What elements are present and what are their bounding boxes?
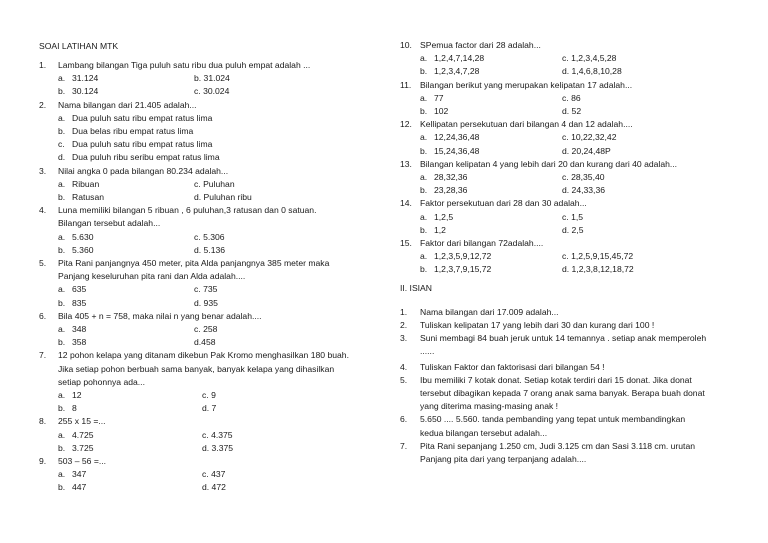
question-number: 5. [39,258,47,268]
question-text [58,99,197,112]
option-letter: b. [58,482,66,493]
question-text-line: Bila 405 + n = 758, maka nilai n yang benar adalah.... [58,310,262,321]
essay-number: 6. [400,414,408,425]
option-letter: a. [420,172,428,182]
question-number: 14. [400,198,412,209]
answer-option: c. 437 [202,469,226,480]
essay-text [420,332,706,358]
question-text [420,79,632,92]
answer-option: c. 9 [202,390,216,400]
answer-option [420,65,479,78]
essay-text-line: Ibu memiliki 7 kotak donat. Setiap kotak terdiri dari 15 donat. Jika donat [420,374,692,385]
answer-option: c. 1,2,3,4,5,28 [562,53,617,64]
option-text: 4.725 [72,429,94,440]
question-text-line: 12 pohon kelapa yang ditanam dikebun Pak Kromo menghasilkan 180 buah. [58,350,349,361]
option-letter: a. [420,92,428,103]
answer-option: d. 5.136 [194,244,226,255]
question-number: 4. [39,205,47,216]
question-text-line: Pita Rani panjangnya 450 meter, pita Alda panjangnya 385 meter maka [58,258,330,268]
question-text [420,39,541,52]
option-letter: a. [420,53,428,64]
answer-option [58,481,86,494]
answer-option [420,263,491,276]
answer-option: d. 20,24,48P [562,145,611,156]
question-text [420,237,543,250]
question-number: 1. [39,60,47,70]
question-number: 2. [39,99,47,110]
option-text: Dua puluh satu ribu empat ratus lima [72,139,213,150]
answer-option [420,105,448,118]
answer-option: c. 30.024 [194,86,230,97]
question-text-line: 255 x 15 =... [58,416,106,427]
answer-option: d. 935 [194,297,218,308]
option-text: Ribuan [72,178,100,189]
option-text: 358 [72,337,87,348]
option-text: 15,24,36,48 [434,145,480,156]
answer-option [58,283,86,296]
option-letter: a. [58,284,66,295]
answer-option: d.458 [194,337,216,348]
essay-text-line: Pita Rani sepanjang 1.250 cm, Judi 3.125 cm dan Sasi 3.118 cm. urutan [420,440,696,451]
option-letter: b. [420,145,428,156]
answer-option [58,244,94,257]
question-number: 8. [39,416,47,427]
question-text-line: Bilangan tersebut adalah... [58,218,161,229]
question-text-line: Nilai angka 0 pada bilangan 80.234 adalah... [58,165,229,176]
option-text: 8 [72,403,77,414]
answer-option: c. 28,35,40 [562,172,605,182]
question-text-line: Bilangan kelipatan 4 yang lebih dari 20 dan kurang dari 40 adalah... [420,158,678,169]
answer-option [58,442,94,455]
option-letter: d. [58,152,66,163]
answer-option [420,131,479,144]
answer-option [58,112,212,125]
option-text: 1,2,3,7,9,15,72 [434,264,492,275]
option-letter: b. [58,86,66,97]
answer-option: c. 1,5 [562,211,584,222]
answer-option [58,231,94,244]
question-number: 7. [39,350,47,361]
option-text: 12 [72,390,82,400]
answer-option: c. 5.306 [194,231,225,242]
essay-text [420,374,705,414]
option-letter: a. [58,231,66,242]
question-number: 6. [39,310,47,321]
essay-text [420,440,695,466]
question-number: 3. [39,165,47,176]
answer-option: c. 1,2,5,9,15,45,72 [562,251,634,262]
option-text: 28,32,36 [434,172,468,182]
answer-option: c. 4.375 [202,429,233,440]
answer-option [420,224,446,237]
question-text-line: Kellipatan persekutuan dari bilangan 4 dan 12 adalah.... [420,119,633,130]
answer-option [58,323,86,336]
answer-option [420,92,444,105]
option-letter: b. [420,264,428,275]
option-letter: a. [420,251,428,262]
option-letter: b. [58,192,66,202]
question-text-line: SPemua factor dari 28 adalah... [420,40,541,50]
question-text [58,310,262,323]
answer-option [58,178,99,191]
answer-option: d. 7 [202,403,217,414]
essay-number: 7. [400,440,408,451]
option-text: Ratusan [72,192,105,202]
question-number: 10. [400,40,412,50]
option-letter: a. [420,132,428,143]
option-text: Dua puluh satu ribu empat ratus lima [72,112,213,123]
option-letter: b. [58,297,66,308]
essay-text-line: 5.650 .... 5.560. tanda pembanding yang tepat untuk membandingkan [420,414,686,425]
essay-number: 4. [400,361,408,372]
option-letter: a. [58,178,66,189]
question-text [420,158,677,171]
answer-option: b. 31.024 [194,73,230,84]
question-text [58,204,316,230]
option-text: 1,2,4,7,14,28 [434,53,485,64]
option-letter: b. [420,66,428,77]
answer-option [58,138,212,151]
answer-option: d. 472 [202,482,226,493]
option-letter: b. [58,126,66,136]
option-letter: a. [58,324,66,334]
section-heading-isian: II. ISIAN [400,282,432,293]
question-text-line: Nama bilangan dari 21.405 adalah... [58,99,197,110]
answer-option [58,429,94,442]
answer-option [58,402,77,415]
option-text: 447 [72,482,87,493]
essay-text-line: yang diterima masing-masing anak ! [420,401,559,412]
essay-text-line: Suni membagi 84 buah jeruk untuk 14 temannya . setiap anak memperoleh [420,333,707,344]
question-text-line: setiap pohonnya ada... [58,376,145,387]
answer-option: c. 258 [194,324,218,334]
question-text [58,59,310,72]
option-letter: a. [58,112,66,123]
question-number: 13. [400,158,412,169]
option-text: 1,2,5 [434,211,454,222]
answer-option [420,145,479,158]
answer-option [58,336,86,349]
answer-option [58,468,86,481]
answer-option [58,72,98,85]
option-letter: b. [420,185,428,196]
essay-number: 5. [400,374,408,385]
essay-text-line: Panjang pita dari yang terpanjang adalah.... [420,454,587,464]
option-letter: a. [58,73,66,84]
essay-text-line: kedua bilangan tersebut adalah... [420,427,548,438]
question-text [58,415,106,428]
answer-option [58,191,104,204]
option-letter: b. [420,224,428,235]
option-text: 347 [72,469,87,480]
option-text: 30.124 [72,86,99,97]
essay-text-line: ...... [420,346,435,357]
answer-option: c. Puluhan [194,178,235,189]
option-text: Dua belas ribu empat ratus lima [72,126,194,136]
question-text-line: Jika setiap pohon berbuah sama banyak, banyak kelapa yang dihasilkan [58,363,335,374]
question-text-line: Faktor persekutuan dari 28 dan 30 adalah... [420,198,587,209]
answer-option [420,250,491,263]
answer-option [58,151,220,164]
option-letter: b. [58,442,66,453]
answer-option [58,297,86,310]
question-text-line: Faktor dari bilangan 72adalah.... [420,238,544,248]
question-text [58,165,228,178]
answer-option [58,125,193,138]
question-number: 9. [39,456,47,466]
question-text-line: Luna memiliki bilangan 5 ribuan , 6 puluhan,3 ratusan dan 0 satuan. [58,205,317,216]
answer-option: d. Puluhan ribu [194,192,252,202]
answer-option [420,184,467,197]
answer-option: d. 52 [562,106,582,116]
essay-text [420,361,605,374]
answer-option [58,85,98,98]
option-text: Dua puluh ribu seribu empat ratus lima [72,152,220,163]
question-text [58,455,106,468]
option-letter: a. [58,390,66,400]
answer-option [420,171,467,184]
essay-number: 1. [400,306,408,317]
option-text: 348 [72,324,87,334]
question-text [420,118,633,131]
question-text-line: 503 – 56 =... [58,456,107,466]
answer-option: c. 86 [562,92,581,103]
option-text: 23,28,36 [434,185,468,196]
option-text: 835 [72,297,87,308]
essay-text-line: tersebut dibagikan kepada 7 orang anak sama banyak. Berapa buah donat [420,388,705,398]
question-text-line: Panjang keseluruhan pita rani dan Alda adalah.... [58,271,246,282]
option-letter: c. [58,139,65,150]
worksheet-title: SOAI LATIHAN MTK [39,41,119,51]
essay-text [420,413,685,439]
question-text-line: Bilangan berikut yang merupakan kelipatan 17 adalah... [420,79,633,90]
option-letter: a. [58,469,66,480]
option-text: 12,24,36,48 [434,132,480,143]
option-text: 3.725 [72,442,94,453]
answer-option: c. 10,22,32,42 [562,132,617,143]
option-text: 102 [434,106,449,116]
essay-number: 3. [400,333,408,344]
question-number: 15. [400,238,412,248]
essay-text [420,306,559,319]
essay-text-line: Tuliskan Faktor dan faktorisasi dari bilangan 54 ! [420,361,605,372]
question-text [58,257,329,283]
answer-option: d. 3.375 [202,442,234,453]
answer-option: d. 1,4,6,8,10,28 [562,66,622,77]
question-text-line: Lambang bilangan Tiga puluh satu ribu dua puluh empat adalah ... [58,60,311,70]
option-letter: b. [58,244,66,255]
question-text [420,197,587,210]
answer-option [420,52,484,65]
option-letter: a. [420,211,428,222]
option-text: 77 [434,92,444,103]
option-text: 1,2 [434,224,446,235]
question-text [58,349,349,389]
option-text: 31.124 [72,73,99,84]
option-text: 1,2,3,4,7,28 [434,66,480,77]
answer-option [420,211,453,224]
option-letter: b. [58,337,66,348]
question-number: 11. [400,79,412,90]
answer-option: d. 24,33,36 [562,185,606,196]
option-letter: a. [58,429,66,440]
question-number: 12. [400,119,412,130]
option-text: 5.360 [72,244,94,255]
option-letter: b. [58,403,66,414]
answer-option: c. 735 [194,284,218,295]
answer-option: d. 1,2,3,8,12,18,72 [562,264,634,275]
essay-text-line: Tuliskan kelipatan 17 yang lebih dari 30 dan kurang dari 100 ! [420,320,655,330]
option-letter: b. [420,106,428,116]
essay-number: 2. [400,320,408,330]
answer-option: d. 2,5 [562,224,584,235]
essay-text [420,319,654,332]
option-text: 635 [72,284,87,295]
option-text: 5.630 [72,231,94,242]
essay-text-line: Nama bilangan dari 17.009 adalah... [420,306,559,317]
answer-option [58,389,82,402]
option-text: 1,2,3,5,9,12,72 [434,251,492,262]
